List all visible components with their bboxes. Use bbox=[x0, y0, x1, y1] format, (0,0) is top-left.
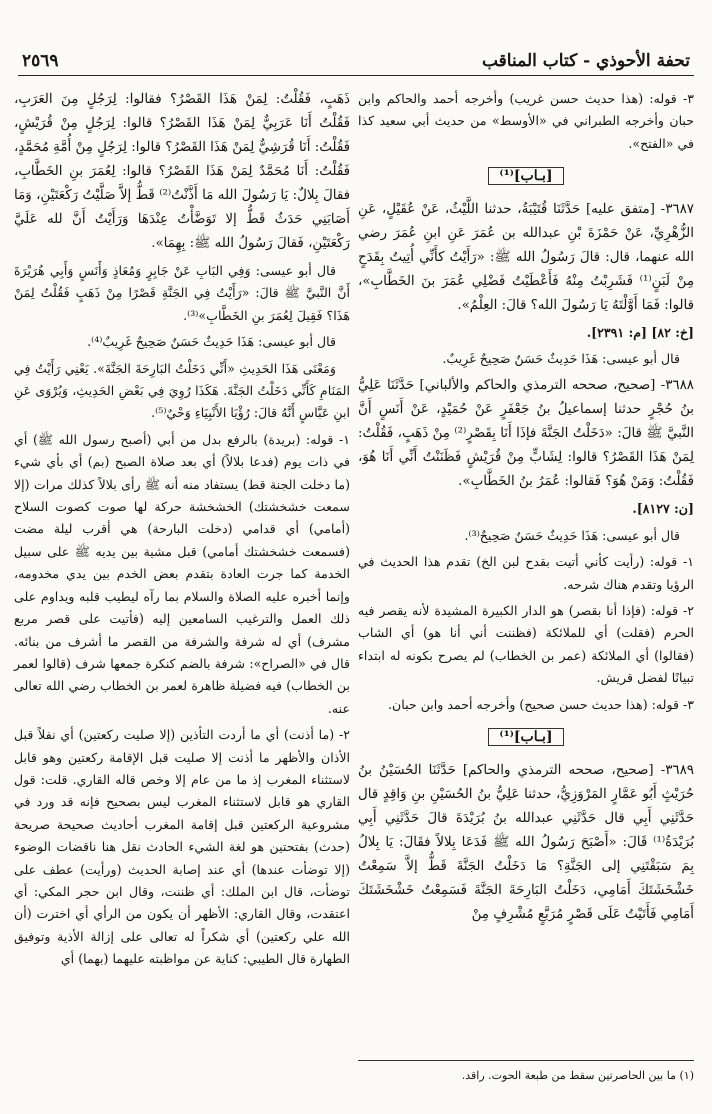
bab-heading-text: [بـاب]⁽¹⁾ bbox=[488, 728, 563, 746]
left-column bbox=[14, 88, 350, 975]
footnote: (١) ما بين الحاصرتين سقط من طبعة الحوت. راقد. bbox=[461, 1069, 694, 1082]
hadith-reference: [ن: ٨١٢٧]. bbox=[632, 501, 694, 517]
commentary-note: ٢- (ما أذنت) أي ما أردت التأذين (إلا صليت ركعتين) أي نفلاً قبل الأذان والأظهر ما أذنت إلا صليت قبل الإقامة ركعتين وهو قابل لاستثناء المغرب إذ ما من عام إلا وخص قاله القاري. قلت: قول القاري هو قابل لاستثناء المغرب ليس بصحيح فإنه قد ورد في مشروعية الركعتين قبل إقامة المغرب أحاديث صحيحة صريحة (حدث) بفتحتين هو لغة الشيء الحادث نقل هنا ناقضات الوضوء (إلا توضأت عندها) أي عند إصابة الحديث (ورأيت) عطف على توضأت، قال ابن الملك: أي ظننت، وقال ابن حجر المكي: أي اعتقدت، وقال القاري: الأظهر أن يكون من الرأي أي اخترت (أن الله علي ركعتين) أي شكراً له تعالى على إزالة الأذية وتوفيق الطهارة قال الطيبي: كناية عن مواظبته عليهما (بهما) أي bbox=[14, 727, 350, 967]
hadith-grading: وَمَعْنَى هَذَا الحَدِيثِ «أَنِّي دَخَلْتُ البَارِحَةَ الجَنَّةَ». يَعْنِي رَأَيْتُ فِي المَنَامِ كَأَنِّي دَخَلْتُ الجَنَّةَ. هَكَذَا رُوِيَ فِي بَعْضِ الحَدِيثِ، وَيُرْوَى عَنِ ابنِ عَبَّاسٍ أَنَّهُ قالَ: رُؤْيَا الأَنْبِيَاءِ وَحْيٌ⁽⁵⁾. bbox=[14, 360, 350, 421]
commentary-note: ٢- قوله: (فإذا أنا بقصر) هو الدار الكبيرة المشيدة لأنه يقصر فيه الحرم (فقلت) أي للملائكة (فظننت أني أنا هو) أي الشاب (فقالوا) أي الملائكة (عمر بن الخطاب) لم يصرح بكونه له ابتداء تبيانًا لفضل قريش. bbox=[358, 603, 694, 686]
hadith-text: ٣٦٨٧- [متفق عليه] حَدَّثَنَا قُتَيْبَةُ، حدثنا اللَّيْثُ، عَنْ عُقَيْلٍ، عَنِ الزُّهْرِيِّ، عَنْ حَمْزَةَ بْنِ عبدالله بن عُمَرَ عَنِ ابنِ عُمَرَ رضي الله عنهما، قال: قالَ رَسُولُ الله ﷺ: «رَأَيْتُ كأَنِّي أُتِيتُ بِقَدَحٍ مِنْ لَبَنٍ⁽¹⁾ فَشَرِبْتُ مِنْهُ فَأَعْطَيْتُ فَضْلِي عُمَرَ بنَ الخَطَّابِ»، قالوا: فَمَا أَوَّلْتَهُ يَا رَسُولَ الله؟ قالَ: العِلْمُ». bbox=[358, 201, 694, 313]
footnote-area bbox=[358, 1060, 694, 1084]
hadith-grading: قال أبو عيسى: وَفِي البَابِ عَنْ جَابِرٍ وَمُعَاذٍ وَأَنَسٍ وَأَبِي هُرَيْرَةَ أَنَّ النَّبيَّ ﷺ قالَ: «رَأَيْتُ فِي الجَنَّةِ قَصْرًا مِنْ ذَهَبٍ فَقُلْتُ لِمَنْ هَذَا؟ فَقِيلَ لِعُمَرَ بنِ الخَطَّابِ»⁽³⁾. bbox=[14, 263, 350, 323]
hadith-grading: قال أبو عيسى: هَذَا حَدِيثٌ حَسَنٌ صَحِيحٌ غَرِيبٌ⁽⁴⁾. bbox=[87, 334, 336, 350]
right-column bbox=[358, 88, 694, 931]
bab-heading bbox=[358, 165, 694, 187]
bab-heading bbox=[358, 726, 694, 748]
running-title: تحفة الأحوذي - كتاب المناقب bbox=[481, 51, 690, 71]
hadith-text: ذَهَبٍ، فَقُلْتُ: لِمَنْ هَذَا القَصْرُ؟ فقالوا: لِرَجُلٍ مِنَ العَرَبِ، فَقُلْتُ أَنَا عَرَبِيٌّ لِمَنْ هَذَا القَصْرُ؟ قالوا: لِرَجُلٍ مِنْ قُرَيْشٍ، فَقُلْتُ: أَنَا قُرَشِيٌّ لِمَنْ هَذَا القَصْرُ؟ قالوا: لِرَجُلٍ مِنْ أُمَّةِ مُحَمَّدٍ، فَقُلْتُ: أَنَا مُحَمَّدٌ لِمَنْ هَذَا القَصْرُ؟ قالوا: لِعُمَرَ بنِ الخَطَّابِ، فقالَ بِلالٌ: يَا رَسُولَ الله مَا أَذَّنْتُ⁽²⁾ قَطُّ إلاَّ صَلَّيْتُ رَكْعَتَيْنِ، وَمَا أَصَابَنِي حَدَثٌ قَطُّ إلا تَوَضَّأْتُ عِنْدَهَا وَرَأَيْتُ أَنَّ لله عَلَيَّ رَكْعَتَيْنِ، فَقالَ رَسُولُ الله ﷺ: بِهِمَا». bbox=[14, 92, 350, 251]
commentary-note: ٣- قوله: (هذا حديث حسن صحيح) وأخرجه أحمد وابن حبان. bbox=[388, 696, 694, 712]
commentary-note: ٣- قوله: (هذا حديث حسن غريب) وأخرجه أحمد والحاكم وابن حبان وأخرجه الطبراني في «الأوسط» من حديث أبي سعيد كذا في «الفتح». bbox=[358, 91, 694, 151]
hadith-text: ٣٦٨٨- [صحيح، صححه الترمذي والحاكم والألباني] حَدَّثَنَا عَلِيُّ بنُ حُجْرٍ حدثنا إسماعيلُ بنُ جَعْفَرٍ عَنْ حُمَيْدٍ، عَنْ أَنَسٍ أَنَّ النَّبيَّ ﷺ قالَ: «دَخَلْتُ الجَنَّةَ فإذَا أَنَا بِقَصْرٍ⁽²⁾ مِنْ ذَهَبٍ، فَقُلْتُ: لِمَنْ هَذَا القَصْرُ؟ قالوا: لِشَابٍّ مِنْ قُرَيْشٍ فَظَنَنْتُ أَنِّي أَنَا هُوَ، فَقُلْتُ: وَمَنْ هُوَ؟ فَقالوا: عُمَرُ بنُ الخَطَّابِ». bbox=[358, 378, 694, 490]
hadith-reference: [خ: ٨٢] [م: ٢٣٩١]. bbox=[586, 324, 694, 340]
commentary-note: ١- قوله: (بريدة) بالرفع بدل من أبي (أصبح رسول الله ﷺ) أي في ذات يوم (فدعا بلالاً) أي بعد صلاة الصبح (بم) أي بأي شيء (ما دخلت الجنة قط) يستفاد منه أنه ﷺ رأى بلالاً كذلك مرات (إلا سمعت خشخشتك) الخشخشة حركة لها صوت كصوت السلاح (أمامي) أي قدامي (دخلت البارحة) هي أقرب ليلة مضت (فسمعت خشخشتك أمامي) قبل مشية بين يديه ﷺ على سبيل الخدمة كما جرت العادة بتقدم بعض الخدم بين يدي مخدومه، وإنما أخبره عليه الصلاة والسلام بما رآه ليطيب قلبه ويداوم على ذلك العمل والترغيب السامعين إليه (فأتيت على قصر مربع مشرف) أي له شرفة والشرفة من القصر ما أشرف من بنائه. قال في «الصراح»: شرفة بالضم كنكرة جمعها شرف (قالوا لعمر بن الخطاب) فيه فضيلة ظاهرة لعمر بن الخطاب رضي الله تعالى عنه. bbox=[14, 431, 350, 716]
bab-heading-text: [بـاب]⁽¹⁾ bbox=[488, 167, 563, 185]
hadith-grading: قال أبو عيسى: هَذَا حَدِيثٌ حَسَنٌ صَحِيحٌ غَرِيبٌ. bbox=[442, 351, 680, 367]
page-header bbox=[18, 42, 694, 76]
footnote-divider bbox=[358, 1060, 694, 1061]
page-number: ٢٥٦٩ bbox=[22, 51, 59, 71]
commentary-note: ١- قوله: (رأيت كأني أتيت بقدح لبن الخ) تقدم هذا الحديث في الرؤيا وتقدم هناك شرحه. bbox=[358, 554, 694, 592]
hadith-text: ٣٦٨٩- [صحيح، صححه الترمذي والحاكم] حَدَّثَنَا الحُسَيْنُ بنُ حُرَيْثٍ أَبُو عَمَّارٍ المَرْوَزِيُّ، حدثنا عَلِيُّ بنُ الحُسَيْنِ بنِ وَاقِدٍ قال حَدَّثَنِي أَبِي قال حَدَّثَنِي عبدالله بنُ بُرَيْدَةَ قالَ حَدَّثَنِي أَبِي بُرَيْدَةُ⁽¹⁾ قَالَ: «أَصْبَحَ رَسُولُ الله ﷺ فَدَعَا بِلالاً فقَالَ: يَا بِلالُ بِمَ سَبَقْتَنِي إلى الجَنَّةِ؟ مَا دَخَلْتُ الجَنَّةَ قَطُّ إلاَّ سَمِعْتُ خَشْخَشَتَكَ أَمَامِي، دَخَلْتُ البَارِحَةَ الجَنَّةَ فَسَمِعْتُ خَشْخَشَتَكَ أَمَامِي فَأَتَيْتُ عَلَى قَصْرٍ مُرَبَّعٍ مُشْرِفٍ مِنْ bbox=[358, 762, 694, 922]
hadith-grading: قال أبو عيسى: هَذَا حَدِيثٌ حَسَنٌ صَحِيحٌ⁽³⁾. bbox=[464, 527, 680, 543]
